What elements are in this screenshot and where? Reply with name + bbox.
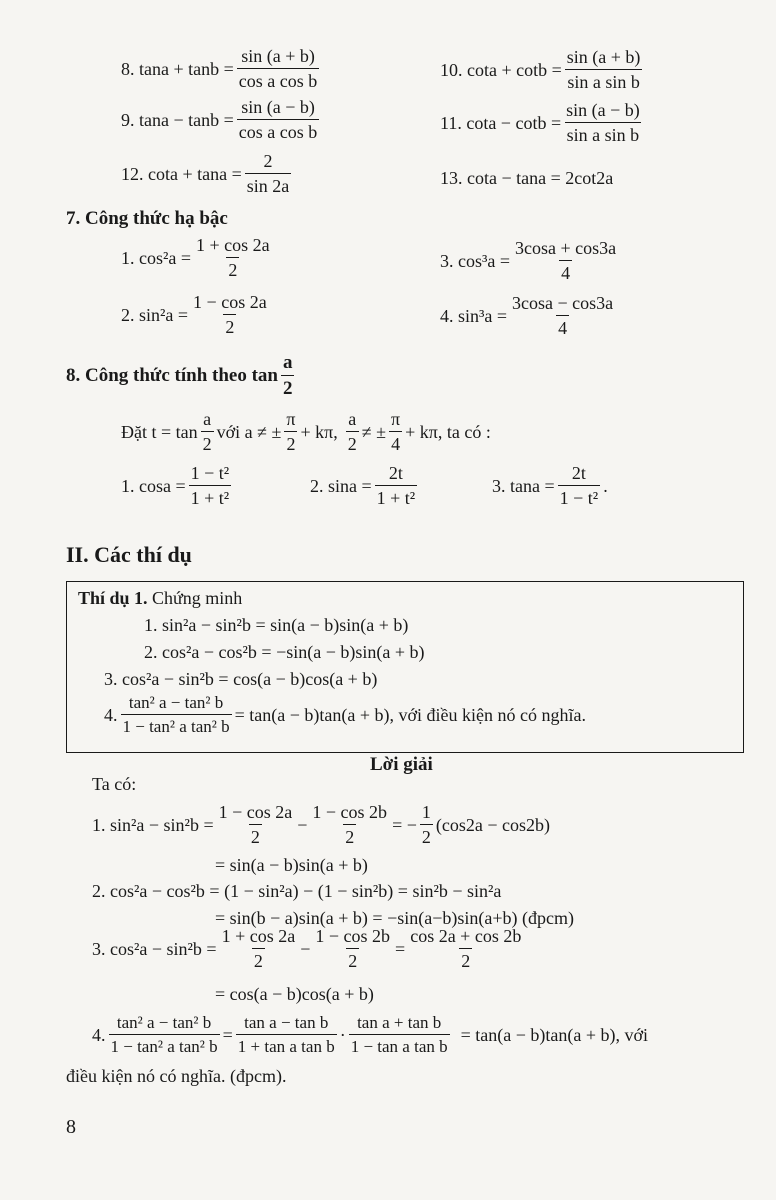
solution-step-1: 1. sin²a − sin²b = $\frac{1 - \cos 2a}{2}$ − $\frac{1 - \cos 2b}{2}$ = − $\frac{1}{2}$ (cos2a − cos2b) xyxy=(92,802,550,847)
formula-11: 11. cota − cotb = $\frac{\sin (a - b)}{\text{sin a sin b}}$ xyxy=(440,100,640,145)
solution-step-3: 3. cos²a − sin²b = $\frac{1 + \cos 2a}{2}$ − $\frac{1 - \cos 2b}{2}$ = $\frac{\cos 2a + \cos 2b}{2}$ xyxy=(92,926,522,971)
page-number: 8 xyxy=(66,1116,76,1138)
formula-13: 13. cota − tana = 2cot2a xyxy=(440,168,614,188)
solution-title: Lời giải xyxy=(370,754,433,775)
formula-8-1: 1. cosa = $\frac{\text{1 − t²}}{\text{1 + t²}}$ xyxy=(121,463,230,508)
formula-7-2: 2. sin²a = $\frac{1 - \cos 2a}{2}$ xyxy=(121,292,267,337)
solution-step-2-result: = sin(b − a)sin(a + b) = −sin(a−b)sin(a+b) (đpcm) xyxy=(215,908,574,928)
example-1-item-3: 3. cos²a − sin²b = cos(a − b)cos(a + b) xyxy=(104,669,378,689)
formula-8-3: 3. tana = $\frac{2t}{\text{1 − t²}}$ . xyxy=(492,463,608,508)
formula-7-4: 4. sin³a = $\frac{3\cos a - \cos 3a}{4}$ xyxy=(440,293,614,338)
solution-step-3-result: = cos(a − b)cos(a + b) xyxy=(215,984,374,1004)
solution-step-4-tail: điều kiện nó có nghĩa. (đpcm). xyxy=(66,1066,287,1086)
example-1-item-1: 1. sin²a − sin²b = sin(a − b)sin(a + b) xyxy=(144,615,409,635)
solution-step-4: 4. $\frac{\text{tan² a − tan² b}}{\text{1 − tan² a tan² b}}$ = $\frac{\text{tan a − tan b}}{\text{1 + tan a tan b}}$ · $\frac{\text{tan a + tan b}}{\text{1 − tan a tan b}}$ = tan(a − b)tan(a + b), với xyxy=(92,1013,649,1056)
example-1-item-2: 2. cos²a − cos²b = −sin(a − b)sin(a + b) xyxy=(144,642,425,662)
section-8-heading: 8. Công thức tính theo tan $\frac{a}{2}$ xyxy=(66,352,293,399)
formula-12: 12. cota + tana = $\frac{2}{\sin 2a}$ xyxy=(121,151,290,196)
solution-step-2: 2. cos²a − cos²b = (1 − sin²a) − (1 − sin²b) = sin²b − sin²a xyxy=(92,881,502,901)
solution-step-1-result: = sin(a − b)sin(a + b) xyxy=(215,855,368,875)
solution-intro: Ta có: xyxy=(92,774,137,794)
section-8-intro: Đặt t = tan $\frac{a}{2}$ với a ≠ ± $\frac{\pi}{2}$ + kπ, $\frac{a}{2}$ ≠ ± $\frac{\pi}{4}$ + kπ, ta có : xyxy=(121,409,491,454)
section-7-heading: 7. Công thức hạ bậc xyxy=(66,208,228,229)
formula-9: 9. tana − tanb = $\frac{\sin (a - b)}{\text{cos a cos b}}$ xyxy=(121,97,318,142)
formula-10: 10. cota + cotb = $\frac{\sin (a + b)}{\text{sin a sin b}}$ xyxy=(440,47,641,92)
formula-7-3: 3. cos³a = $\frac{3\cos a + \cos 3a}{4}$ xyxy=(440,238,617,283)
example-1-item-4: 4. $\frac{\text{tan² a − tan² b}}{\text{1 − tan² a tan² b}}$ = tan(a − b)tan(a + b), với điều kiện nó có nghĩa. xyxy=(104,693,586,736)
formula-8: 8. tana + tanb = $\frac{\sin (a + b)}{\text{cos a cos b}}$ xyxy=(121,46,318,91)
section-2-heading: II. Các thí dụ xyxy=(66,542,192,567)
example-1-title: Thí dụ 1. Chứng minh xyxy=(78,588,243,608)
formula-7-1: 1. cos²a = $\frac{1 + \cos 2a}{2}$ xyxy=(121,235,270,280)
formula-8-2: 2. sina = $\frac{2t}{\text{1 + t²}}$ xyxy=(310,463,416,508)
